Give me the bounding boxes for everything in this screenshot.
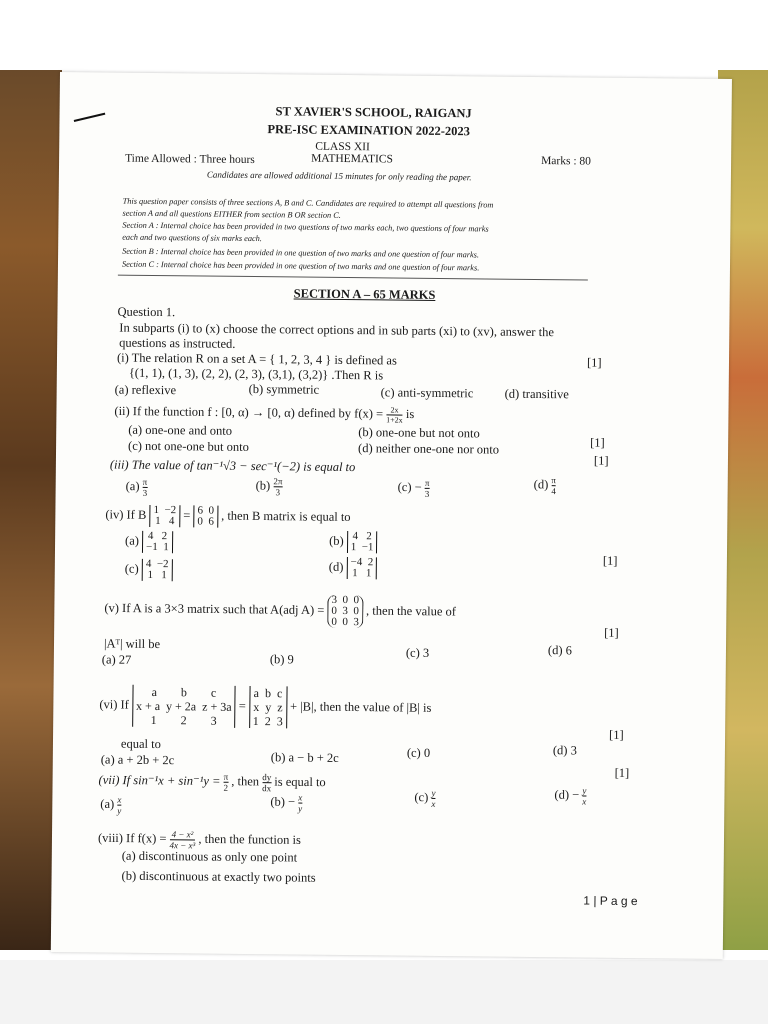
q5-option-b: (b) 9 bbox=[269, 652, 294, 667]
q7-a-fraction bbox=[117, 795, 121, 816]
q7-d-num: y bbox=[582, 785, 587, 796]
q1-option-c: (c) anti-symmetric bbox=[380, 385, 474, 401]
q4-c-22: 1 bbox=[161, 569, 167, 582]
page-number: 1 | P a g e bbox=[583, 893, 638, 909]
q7-dy: dy bbox=[262, 772, 272, 783]
q4-tail: , then B matrix is equal to bbox=[221, 508, 351, 524]
q4-c-label: (c) bbox=[124, 561, 139, 576]
q4-a-22: 1 bbox=[163, 541, 169, 554]
q7-dx: dx bbox=[262, 783, 272, 794]
q5-m-13: 0 bbox=[353, 594, 360, 607]
q7-b-fraction bbox=[298, 793, 302, 814]
q7-option-d bbox=[554, 785, 586, 806]
q2-stem-tail: is bbox=[405, 407, 415, 422]
q4-a-11: 4 bbox=[147, 529, 154, 543]
q7-b-den: y bbox=[298, 803, 303, 814]
q4-option-a bbox=[125, 531, 173, 553]
q4-option-c bbox=[125, 559, 173, 581]
divider bbox=[118, 275, 588, 281]
q3-marks: [1] bbox=[593, 453, 609, 468]
q7-b-label: (b) − bbox=[270, 794, 296, 809]
q6-d1-12: b bbox=[180, 685, 188, 700]
q3-option-d-label: (d) bbox=[533, 477, 549, 492]
q3-option-a-label: (a) bbox=[125, 479, 140, 494]
q8-option-b: (b) discontinuous at exactly two points bbox=[121, 868, 316, 885]
instruction-line-5: Section B : Internal choice has been provided in one question of two marks and one question of four marks. bbox=[122, 246, 480, 260]
q3-option-a bbox=[126, 477, 148, 498]
q4-option-d bbox=[329, 557, 378, 580]
q3-a-num: π bbox=[142, 476, 148, 487]
q8-option-a: (a) discontinuous as only one point bbox=[121, 848, 298, 865]
q2-option-a: (a) one-one and onto bbox=[128, 422, 233, 438]
q3-option-b-fraction bbox=[273, 476, 282, 497]
q5-option-d: (d) 6 bbox=[547, 643, 572, 658]
q6-d1-32: 2 bbox=[180, 713, 187, 728]
q2-fraction-num: 2x bbox=[386, 405, 403, 415]
q6-d2-12: b bbox=[264, 686, 272, 701]
q3-option-c bbox=[398, 478, 430, 499]
q1-stem-2: {(1, 1), (1, 3), (2, 2), (2, 3), (3,1), (3,2)} .Then R is bbox=[128, 365, 384, 383]
q4-m1-21: 1 bbox=[155, 515, 161, 528]
q7-stem-c: is equal to bbox=[274, 774, 326, 790]
q7-c-fraction bbox=[431, 788, 435, 809]
q1-option-a: (a) reflexive bbox=[114, 382, 177, 398]
q2-fraction bbox=[386, 405, 403, 424]
q6-option-d: (d) 3 bbox=[552, 743, 577, 758]
q7-a-den: y bbox=[117, 805, 122, 816]
q3-option-d-fraction bbox=[551, 475, 556, 496]
q6-d2-31: 1 bbox=[252, 714, 259, 729]
q4-stem bbox=[105, 504, 350, 529]
q4-d-11: −4 bbox=[350, 556, 363, 569]
q3-option-b-label: (b) bbox=[255, 478, 271, 493]
section-title: SECTION A – 65 MARKS bbox=[293, 286, 436, 302]
q6-d2-22: y bbox=[265, 700, 272, 715]
q6-tail: + |B|, then the value of |B| is bbox=[289, 699, 432, 715]
q5-option-a: (a) 27 bbox=[101, 652, 132, 667]
q7-pi-den: 2 bbox=[223, 782, 229, 793]
time-allowed: Time Allowed : Three hours bbox=[125, 152, 255, 167]
q2-option-c: (c) not one-one but onto bbox=[128, 438, 249, 454]
q4-marks: [1] bbox=[602, 553, 618, 568]
q7-option-c bbox=[414, 788, 435, 809]
q2-fraction-den: 1+2x bbox=[386, 415, 403, 425]
question-title: Question 1. bbox=[117, 304, 176, 320]
q5-m-31: 0 bbox=[331, 615, 337, 628]
q1-stem: (i) The relation R on a set A = { 1, 2, 3, 4 } is defined as bbox=[116, 350, 397, 368]
q5-m-33: 3 bbox=[353, 616, 359, 629]
q7-c-num: y bbox=[431, 787, 436, 798]
q5-matrix bbox=[327, 595, 363, 628]
q4-d-matrix bbox=[346, 557, 377, 579]
q3-option-a-fraction bbox=[143, 477, 148, 498]
q4-lead: (iv) If B bbox=[105, 507, 147, 522]
q6-d1-23: z + 3a bbox=[202, 699, 232, 714]
instruction-line-3: Section A : Internal choice has been provided in two questions of two marks each, two questions of four marks bbox=[122, 220, 489, 234]
q5-line-2: |Aᵀ| will be bbox=[103, 636, 161, 652]
q6-option-a: (a) a + 2b + 2c bbox=[100, 752, 175, 768]
q1-option-b: (b) symmetric bbox=[248, 381, 320, 397]
q7-c-den: x bbox=[431, 798, 436, 809]
q5-tail: , then the value of bbox=[366, 603, 457, 619]
q3-b-num: 2π bbox=[273, 476, 283, 487]
q3-option-b bbox=[256, 476, 283, 497]
q7-stem-b: , then bbox=[231, 774, 260, 789]
q7-a-num: x bbox=[117, 794, 122, 805]
q4-m1-22: 4 bbox=[168, 515, 175, 528]
q4-d-21: 1 bbox=[352, 567, 358, 580]
q6-d2-32: 2 bbox=[264, 714, 271, 729]
q3-c-num: π bbox=[424, 477, 430, 488]
q4-matrix-2 bbox=[193, 505, 218, 527]
q6-line-2: equal to bbox=[120, 736, 161, 752]
q7-a-label: (a) bbox=[100, 796, 115, 811]
q4-matrix-1 bbox=[149, 505, 180, 527]
q3-option-c-label: (c) − bbox=[397, 479, 422, 495]
q6-option-c: (c) 0 bbox=[406, 745, 431, 760]
q7-d-label: (d) − bbox=[554, 787, 580, 802]
q4-b-label: (b) bbox=[329, 533, 344, 548]
q3-d-num: π bbox=[551, 475, 557, 486]
q5-marks: [1] bbox=[604, 625, 619, 640]
q7-d-fraction bbox=[582, 786, 586, 807]
q6-determinant-2 bbox=[249, 686, 287, 728]
q3-option-d bbox=[534, 475, 556, 496]
q6-lead: (vi) If bbox=[99, 697, 129, 712]
q7-marks: [1] bbox=[614, 765, 630, 780]
q6-determinant-1 bbox=[132, 685, 236, 728]
instruction-line-4: each and two questions of six marks each. bbox=[122, 232, 262, 244]
q4-m1-11: 1 bbox=[153, 504, 160, 517]
q8-stem-a: (viii) If f(x) = bbox=[97, 830, 167, 846]
q3-option-c-fraction bbox=[425, 478, 430, 499]
q4-d-12: 2 bbox=[367, 556, 374, 569]
q7-stem-a: (vii) If sin⁻¹x + sin⁻¹y = bbox=[98, 772, 221, 789]
q6-d1-13: c bbox=[210, 685, 217, 700]
q4-d-22: 1 bbox=[365, 567, 372, 580]
q8-num: 4 − x² bbox=[171, 829, 194, 840]
q6-stem bbox=[99, 684, 431, 729]
q5-m-22: 3 bbox=[342, 604, 349, 618]
q5-lead: (v) If A is a 3×3 matrix such that A(adj A) = bbox=[104, 600, 325, 618]
q5-m-23: 0 bbox=[353, 605, 360, 618]
q6-d1-22: y + 2a bbox=[166, 699, 197, 714]
q6-option-b: (b) a − b + 2c bbox=[270, 750, 339, 765]
q7-d-den: x bbox=[582, 796, 587, 807]
q6-d2-13: c bbox=[276, 686, 283, 701]
q4-b-12: 2 bbox=[366, 530, 372, 543]
pen-mark bbox=[74, 113, 106, 122]
q6-d2-21: x bbox=[253, 700, 260, 715]
q8-stem-b: , then the function is bbox=[198, 831, 301, 847]
q7-c-label: (c) bbox=[414, 790, 429, 805]
q2-option-d: (d) neither one-one nor onto bbox=[358, 441, 500, 457]
q4-b-matrix bbox=[347, 531, 378, 553]
q7-b-num: x bbox=[298, 792, 303, 803]
q4-a-matrix bbox=[142, 531, 173, 553]
question-intro-2: questions as instructed. bbox=[119, 335, 236, 351]
q4-a-21: −1 bbox=[145, 540, 158, 554]
q1-option-d: (d) transitive bbox=[504, 386, 569, 402]
background-bottom bbox=[0, 960, 768, 1024]
q3-a-den: 3 bbox=[142, 487, 148, 498]
q6-marks: [1] bbox=[609, 727, 624, 742]
q4-c-matrix bbox=[142, 559, 173, 581]
q4-d-label: (d) bbox=[328, 559, 344, 574]
q4-c-12: −2 bbox=[156, 558, 169, 571]
q4-m2-22: 6 bbox=[208, 515, 214, 528]
q6-d2-33: 3 bbox=[276, 714, 283, 729]
q7-derivative bbox=[262, 772, 271, 793]
q2-stem-text: (ii) If the function f : [0, α) → [0, α) defined by f(x) = bbox=[114, 403, 384, 421]
q5-stem bbox=[104, 592, 456, 629]
q4-m2-11: 6 bbox=[197, 504, 204, 517]
q4-equals: = bbox=[183, 508, 191, 523]
q4-m2-21: 0 bbox=[197, 515, 203, 528]
q7-option-a bbox=[100, 794, 121, 815]
exam-paper bbox=[51, 72, 732, 959]
q6-equals: = bbox=[238, 698, 246, 713]
q5-m-21: 0 bbox=[331, 604, 338, 617]
q4-b-21: 1 bbox=[350, 541, 357, 554]
instruction-line-2: section A and all questions EITHER from section B OR section C. bbox=[122, 208, 341, 220]
q8-den: 4x − x³ bbox=[169, 840, 196, 851]
reading-time-note: Candidates are allowed additional 15 minutes for only reading the paper. bbox=[206, 169, 472, 183]
q4-option-b bbox=[329, 531, 378, 554]
q7-pi-fraction bbox=[224, 772, 229, 793]
q6-d1-33: 3 bbox=[210, 713, 217, 728]
q5-m-12: 0 bbox=[342, 593, 349, 607]
q5-m-32: 0 bbox=[342, 615, 348, 629]
q4-a-12: 2 bbox=[161, 530, 168, 543]
q2-marks: [1] bbox=[590, 435, 605, 450]
exam-title: PRE-ISC EXAMINATION 2022-2023 bbox=[267, 122, 471, 139]
marks-total: Marks : 80 bbox=[541, 155, 591, 168]
q3-d-den: 4 bbox=[551, 486, 556, 497]
q4-c-21: 1 bbox=[147, 568, 154, 582]
q7-stem bbox=[98, 770, 325, 793]
school-name: ST XAVIER'S SCHOOL, RAIGANJ bbox=[275, 104, 472, 121]
q3-c-den: 3 bbox=[424, 488, 430, 499]
instruction-line-1: This question paper consists of three sections A, B and C. Candidates are required to attempt all questions from bbox=[122, 196, 494, 210]
instruction-line-6: Section C : Internal choice has been provided in one question of two marks and one question of four marks. bbox=[121, 259, 480, 273]
q3-b-den: 3 bbox=[275, 487, 281, 498]
q4-a-label: (a) bbox=[125, 533, 140, 548]
q4-m2-12: 0 bbox=[208, 504, 215, 517]
q2-option-b: (b) one-one but not onto bbox=[358, 425, 480, 441]
q6-d1-21: x + a bbox=[135, 698, 161, 714]
class-label: CLASS XII bbox=[315, 140, 370, 154]
subject: MATHEMATICS bbox=[311, 152, 393, 166]
q5-m-11: 3 bbox=[331, 593, 338, 606]
question-intro-1: In subparts (i) to (x) choose the correct options and in sub parts (xi) to (xv), answer the bbox=[119, 320, 554, 340]
q5-option-c: (c) 3 bbox=[405, 645, 430, 660]
q4-b-11: 4 bbox=[352, 530, 359, 543]
q2-stem bbox=[114, 403, 414, 425]
q4-b-22: −1 bbox=[361, 541, 374, 554]
q6-d1-31: 1 bbox=[150, 712, 157, 728]
q6-d2-11: a bbox=[253, 686, 260, 701]
q1-marks: [1] bbox=[586, 355, 602, 370]
q4-m1-12: −2 bbox=[164, 504, 177, 517]
q8-fraction bbox=[169, 829, 195, 850]
q7-option-b bbox=[270, 792, 302, 813]
q4-c-11: 4 bbox=[145, 557, 152, 570]
q6-d1-11: a bbox=[151, 684, 158, 700]
q7-pi-num: π bbox=[223, 771, 229, 782]
q6-d2-23: z bbox=[277, 700, 283, 715]
q3-stem: (iii) The value of tan⁻¹√3 − sec⁻¹(−2) is equal to bbox=[109, 457, 356, 475]
